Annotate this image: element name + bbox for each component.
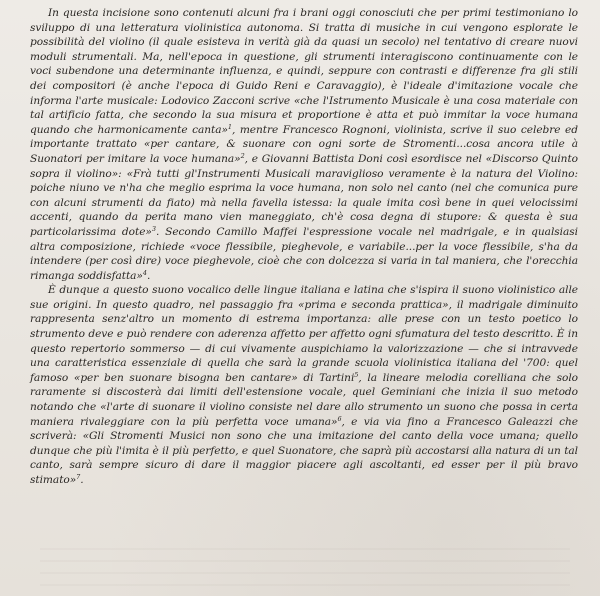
text-run: , la lineare melodia corelliana che solo raramente si discosterà dai limiti dell'estensione vocale, quel Geminiani che inizia il suo metodo notando che «l'arte di suonare il violino consiste nel dare allo strumento un suono che possa in certa maniera rivaleggiare con la più perfetta voce umana»: [30, 371, 578, 428]
footnote-reference: 5: [354, 370, 359, 379]
footnote-reference: 2: [240, 151, 245, 160]
text-run: , e via via fino a Francesco Galeazzi che scriverà: «Gli Stromenti Musici non sono che una imitazione del canto della voce umana; quello dunque che più l'imita è il più perfetto, e quel Suonatore, che saprà più accostarsi alla natura di un tal canto, sarà sempre sicuro di dare il maggior piacere agli ascoltanti, ed esser per il più bravo stimato»: [30, 415, 579, 486]
text-run: .: [80, 474, 84, 486]
paragraph-1: [30, 6, 578, 283]
footnote-reference: 4: [142, 268, 147, 277]
essay-text: [30, 6, 578, 488]
footnote-reference: 1: [227, 122, 232, 131]
footnote-reference: 7: [76, 473, 81, 481]
text-run: In questa incisione sono contenuti alcuni fra i brani oggi conosciuti che per primi testimoniano lo sviluppo di una letteratura violinistica autonoma. Si tratta di musiche in cui vengono esplorate le possibilità del violino (il quale esisteva in verità già da quasi un secolo) nel tentativo di creare nuovi moduli strumentali. Ma, nell'epoca in questione, gli strumenti interagiscono continuamente con le voci subendone una determinante influenza, e quindi, seppure con contrasti e differenze fra gli stili dei compositori (è anche l'epoca di Guido Reni e Caravaggio), è l'ideale d'imitazione vocale che informa l'arte musicale: Lodovico Zacconi scrive «che l'Istrumento Musicale è una cosa materiale con tal artificio fatta, che secondo la sua misura et proportione è atta et può immitar la voce humana quando che harmonicamente canta»: [30, 7, 578, 136]
text-run: È dunque a questo suono vocalico delle lingue italiana e latina che s'ispira il suono violinistico alle sue origini. In questo quadro, nel passaggio fra «prima e seconda prattica», il madrigale diminuito rappresenta senz'altro un momento di estrema importanza: alle prese con un testo poetico lo strumento deve e può rendere con aderenza affetto per affetto ogni sfumatura del testo descritto. È in questo repertorio sommerso — di cui vivamente auspichiamo la valorizzazione — che si intravvede una caratteristica essenziale di quella che sarà la grande scuola violinistica italiana del '700: quel famoso «per ben suonare bisogna ben cantare» di Tartini: [30, 284, 578, 384]
show-through-text: [40, 548, 570, 596]
text-run: . Secondo Camillo Maffei l'espressione vocale nel madrigale, e in qualsiasi altra composizione, richiede «voce flessibile, pieghevole, e variabile...per la voce flessibile, s'ha da intendere (per così dire) voce pieghevole, cioè che con dolcezza si varia in tal maniera, che l'orecchia rimanga soddisfatta»: [30, 225, 578, 282]
footnote-reference: 3: [151, 224, 156, 233]
text-run: , mentre Francesco Rognoni, violinista, scrive il suo celebre ed importante trattato «per cantare, & suonare con ogni sorte de Stromenti...cosa ancora utile à Suonatori per imitare la voce humana»: [30, 123, 578, 165]
text-run: , e Giovanni Battista Doni così esordisce nel «Discorso Quinto sopra il violino»: «Frà tutti gl'Instrumenti Musicali maraviglioso veramente è la natura del Violino: poiche niuno ve n'ha che meglio esprima la voce humana, non solo nel canto (nel che comunica pure con alcuni strumenti da fiato) mà nella favella istessa: la quale imita così bene in quei velocissimi accenti, quando da perita mano vien maneggiato, ch'è cosa degna di stupore: & questa è sua particolarissima dote»: [30, 152, 578, 238]
footnote-reference: 6: [337, 414, 342, 423]
text-run: .: [146, 269, 151, 282]
paragraph-2: [30, 283, 578, 487]
